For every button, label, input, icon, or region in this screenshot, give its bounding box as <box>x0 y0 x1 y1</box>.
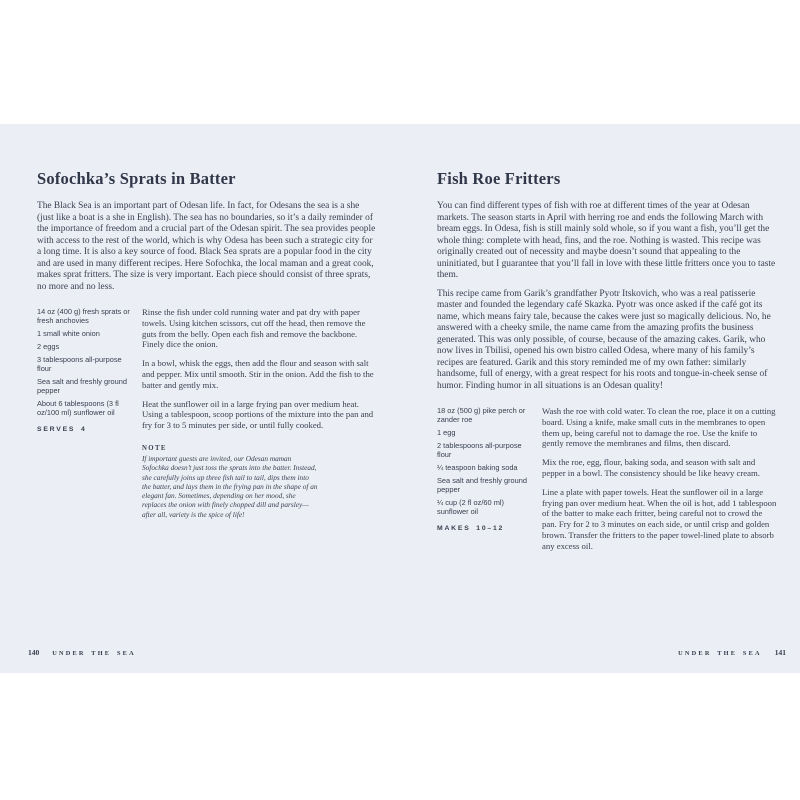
page-left <box>0 124 400 673</box>
ingredient-item: 1 small white onion <box>37 329 100 339</box>
intro-paragraph: This recipe came from Garik’s grandfather Pyotr Itskovich, who was a real patisserie master and founded the legendary café Skazka. Pyotr was once asked if the café got its name, which means fairy tale, because the cakes were just so magically delicious. No, he answered with a cheeky smile, the name came from the amazing profits the business generated. This was only possible, of course, because of the amazing cakes. Garik, who now lives in Tbilisi, opened his own bistro called Odesa, where many of his family’s recipes are featured. Garik and this story reminded me of my own father: similarly handsome, full of energy, with a great respect for his roots and tongue-in-cheek sense of humor. Finding humor in all situations is an Odesan quality! <box>437 288 771 391</box>
method-steps-right <box>542 406 778 560</box>
page-number: 140 <box>28 648 40 657</box>
method-steps-left <box>142 307 377 519</box>
recipe-intro-left <box>37 201 377 293</box>
ingredient-item: ¼ teaspoon baking soda <box>437 462 518 472</box>
method-step: Wash the roe with cold water. To clean the roe, place it on a cutting board. Using a knife, make small cuts in the membranes to open them up, being careful not to damage the roe. Use the knife to gently remove the membranes and films, then discard. <box>542 406 776 449</box>
note-block <box>142 445 318 519</box>
recipe-title-left: Sofochka’s Sprats in Batter <box>37 169 236 188</box>
method-step: Line a plate with paper towels. Heat the sunflower oil in a large frying pan over medium heat. When the oil is hot, add 1 tablespoon of the batter to make each fritter, being careful not to crowd the pan. Fry for 2 to 3 minutes on each side, or until crisp and golden brown. Transfer the fritters to the paper towel-lined plate to absorb any excess oil. <box>542 486 777 551</box>
method-step: Rinse the fish under cold running water and pat dry with paper towels. Using kitchen scissors, cut off the head, then remove the guts from the belly. Open each fish and remove the backbone. Finely dice the onion. <box>142 307 366 350</box>
ingredient-item: About 6 tablespoons (3 fl oz/100 ml) sunflower oil <box>37 398 119 418</box>
recipe-intro-right <box>437 201 778 392</box>
method-step: Mix the roe, egg, flour, baking soda, and season with salt and pepper in a bowl. The consistency should be like heavy cream. <box>542 457 760 478</box>
ingredient-item: 2 tablespoons all-purpose flour <box>437 440 522 460</box>
method-step: In a bowl, whisk the eggs, then add the flour and season with salt and pepper. Mix until smooth. Stir in the onion. Add the fish to the batter and gently mix. <box>142 358 374 390</box>
ingredient-item: 18 oz (500 g) pike perch or zander roe <box>437 406 526 425</box>
ingredient-item: 3 tablespoons all-purpose flour <box>37 354 122 373</box>
method-step: Heat the sunflower oil in a large frying pan over medium heat. Using a tablespoon, scoop portions of the mixture into the pan and fry for 3 to 5 minutes per side, or until fully cooked. <box>142 398 374 431</box>
recipe-body-left <box>37 307 377 519</box>
page-footer-left <box>28 648 136 657</box>
ingredients-list-right <box>437 406 533 560</box>
note-label: NOTE <box>142 444 167 452</box>
ingredient-item: 14 oz (400 g) fresh sprats or fresh anchovies <box>37 307 130 326</box>
makes-label: MAKES 10–12 <box>437 525 505 533</box>
ingredient-item: ¼ cup (2 fl oz/60 ml) sunflower oil <box>437 497 504 517</box>
running-head: UNDER THE SEA <box>52 650 136 657</box>
page-right <box>400 124 800 673</box>
ingredients-list-left <box>37 307 133 519</box>
ingredient-item: Sea salt and freshly ground pepper <box>437 475 527 495</box>
ingredient-item: 2 eggs <box>37 341 60 351</box>
book-spread <box>0 124 800 673</box>
serves-label: SERVES 4 <box>37 426 87 434</box>
ingredient-item: Sea salt and freshly ground pepper <box>37 376 127 396</box>
recipe-body-right <box>437 406 778 560</box>
running-head: UNDER THE SEA <box>678 650 762 657</box>
note-text: If important guests are invited, our Odesan maman Sofochka doesn’t just toss the sprats into the batter. Instead, she carefully joins up three fish tail to tail, dips them into the batter, and lays them in the frying pan in the shape of an elegant fan. Sometimes, depending on her mood, she replaces the onion with finely chopped dill and parsley—after all, variety is the spice of life! <box>142 453 318 519</box>
page-footer-right <box>678 648 786 657</box>
intro-paragraph: The Black Sea is an important part of Odesan life. In fact, for Odesans the sea is a she (just like a boat is a she in English). The sea has no boundaries, so it’s a daily reminder of the importance of freedom and a crucial part of the Odesan spirit. The sea provides people with access to the rest of the world, which is why Odesa has been such a strategic city for a long time. It is also a key source of food. Black Sea sprats are a popular food in the city and are used in many different recipes. Here Sofochka, the local maman and a great cook, makes sprat fritters. The size is very important. Each piece should consist of three sprats, no more and no less. <box>37 201 376 292</box>
ingredient-item: 1 egg <box>437 428 456 438</box>
recipe-title-right: Fish Roe Fritters <box>437 169 561 188</box>
intro-paragraph: You can find different types of fish with roe at different times of the year at Odesan markets. The season starts in April with herring roe and ends the following March with bream eggs. In Odesa, fish is still mainly sold whole, so if you want a fish, you’ll get the whole thing: complete with head, fins, and the roe. Nothing is wasted. This recipe was originally created out of necessity and maybe doesn’t sound that appealing to the uninitiated, but I guarantee that you’ll fall in love with these little fritters once you to taste them. <box>437 201 776 280</box>
page-number: 141 <box>774 648 786 657</box>
